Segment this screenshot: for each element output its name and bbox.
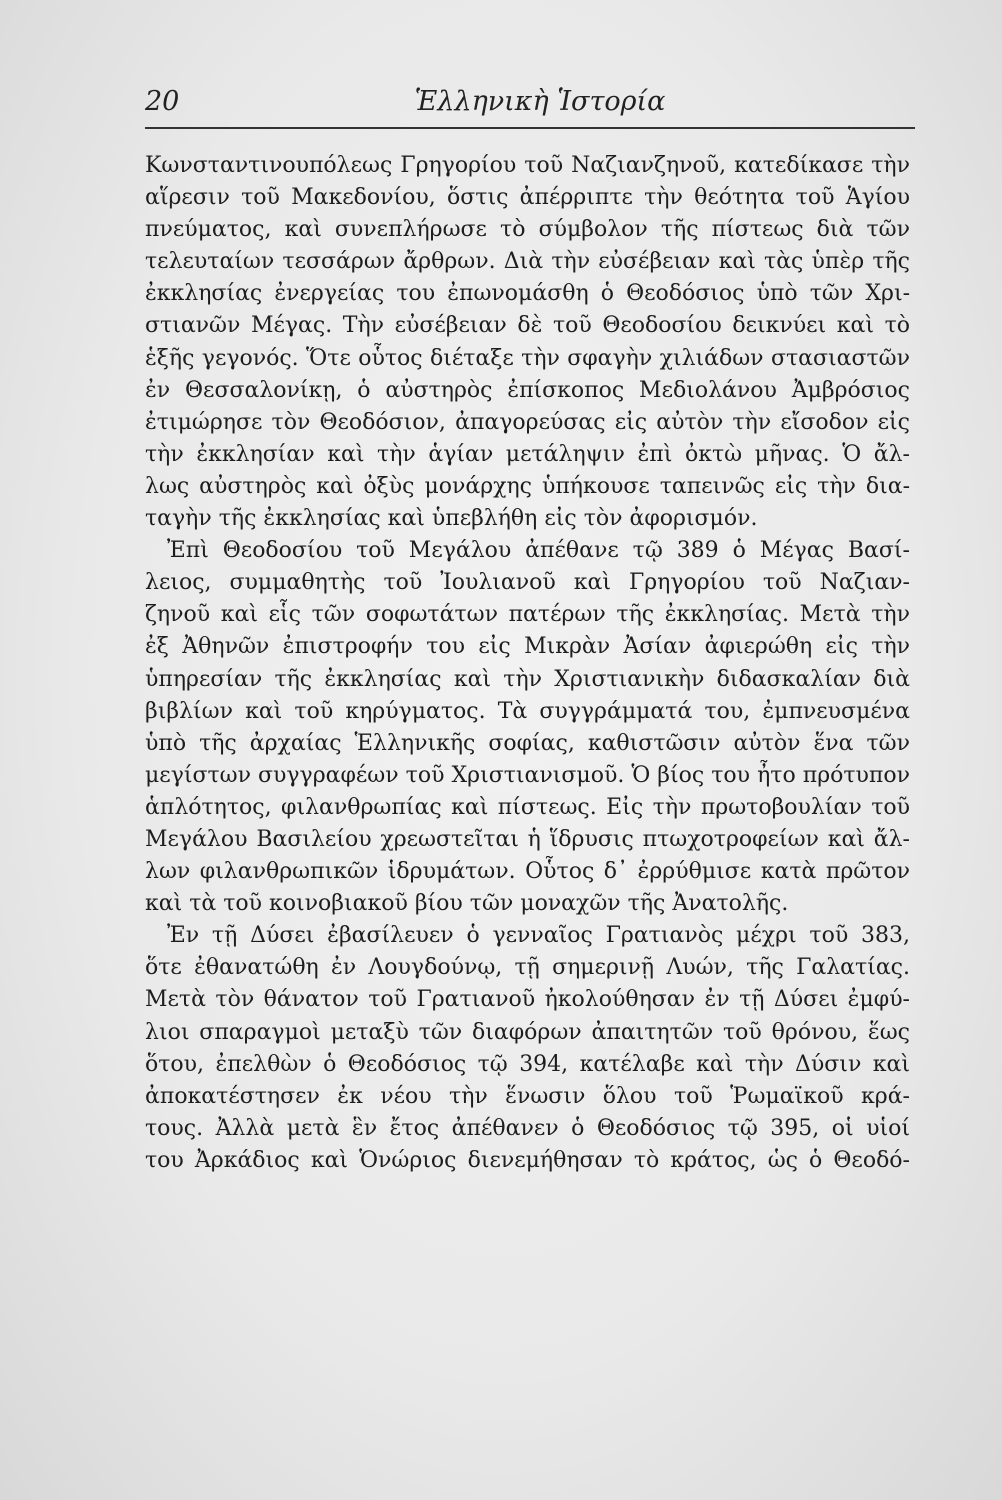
text-line: τελευταίων τεσσάρων ἄρθρων. Διὰ τὴν εὐσέβειαν καὶ τὰς ὑπὲρ τῆς — [145, 249, 910, 275]
text-line: Μετὰ τὸν θάνατον τοῦ Γρατιανοῦ ἠκολούθησαν ἐν τῇ Δύσει ἐμφύ- — [145, 987, 910, 1013]
text-line: ὑπηρεσίαν τῆς ἐκκλησίας καὶ τὴν Χριστιανικὴν διδασκαλίαν διὰ — [145, 666, 910, 692]
text-line: ὅτου, ἐπελθὼν ὁ Θεοδόσιος τῷ 394, κατέλαβε καὶ τὴν Δύσιν καὶ — [145, 1051, 910, 1077]
page-header — [145, 86, 915, 126]
text-line: του Ἀρκάδιος καὶ Ὁνώριος διενεμήθησαν τὸ κράτος, ὡς ὁ Θεοδό- — [145, 1147, 910, 1173]
text-line: τὴν ἐκκλησίαν καὶ τὴν ἁγίαν μετάληψιν ἐπὶ ὀκτὼ μῆνας. Ὁ ἄλ- — [145, 441, 910, 467]
text-line: βιβλίων καὶ τοῦ κηρύγματος. Τὰ συγγράμματά του, ἐμπνευσμένα — [145, 698, 910, 724]
text-line: αἵρεσιν τοῦ Μακεδονίου, ὅστις ἀπέρριπτε τὴν θεότητα τοῦ Ἁγίου — [145, 185, 910, 211]
text-line: ἐτιμώρησε τὸν Θεοδόσιον, ἀπαγορεύσας εἰς αὐτὸν τὴν εἴσοδον εἰς — [145, 409, 910, 435]
text-line: λως αὐστηρὸς καὶ ὀξὺς μονάρχης ὑπήκουσε ταπεινῶς εἰς τὴν δια- — [145, 473, 910, 499]
page-number: 20 — [145, 86, 180, 117]
text-line: καὶ τὰ τοῦ κοινοβιακοῦ βίου τῶν μοναχῶν τῆς Ἀνατολῆς. — [145, 891, 789, 917]
text-line: ἐξ Ἀθηνῶν ἐπιστροφήν του εἰς Μικρὰν Ἀσίαν ἀφιερώθη εἰς τὴν — [145, 634, 910, 660]
text-line: ταγὴν τῆς ἐκκλησίας καὶ ὑπεβλήθη εἰς τὸν ἀφορισμόν. — [145, 506, 758, 532]
text-line: ἁπλότητος, φιλανθρωπίας καὶ πίστεως. Εἰς τὴν πρωτοβουλίαν τοῦ — [145, 794, 910, 820]
text-line: τους. Ἀλλὰ μετὰ ἓν ἔτος ἀπέθανεν ὁ Θεοδόσιος τῷ 395, οἱ υἱοί — [145, 1115, 910, 1141]
text-line: ζηνοῦ καὶ εἷς τῶν σοφωτάτων πατέρων τῆς ἐκκλησίας. Μετὰ τὴν — [145, 602, 910, 628]
text-line: ἐν Θεσσαλονίκῃ, ὁ αὐστηρὸς ἐπίσκοπος Μεδιολάνου Ἀμβρόσιος — [145, 377, 910, 403]
text-line: λιοι σπαραγμοὶ μεταξὺ τῶν διαφόρων ἀπαιτητῶν τοῦ θρόνου, ἕως — [145, 1019, 910, 1045]
running-title: Ἑλληνικὴ Ἱστορία — [414, 86, 666, 117]
text-line: Μεγάλου Βασιλείου χρεωστεῖται ἡ ἵδρυσις πτωχοτροφείων καὶ ἄλ- — [145, 826, 910, 852]
text-line: λειος, συμμαθητὴς τοῦ Ἰουλιανοῦ καὶ Γρηγορίου τοῦ Ναζιαν- — [145, 570, 910, 596]
text-line: στιανῶν Μέγας. Τὴν εὐσέβειαν δὲ τοῦ Θεοδοσίου δεικνύει καὶ τὸ — [145, 313, 910, 339]
header-rule — [145, 127, 915, 129]
text-line: Κωνσταντινουπόλεως Γρηγορίου τοῦ Ναζιανζηνοῦ, κατεδίκασε τὴν — [145, 153, 910, 178]
text-line: μεγίστων συγγραφέων τοῦ Χριστιανισμοῦ. Ὁ βίος του ἦτο πρότυπον — [145, 762, 910, 788]
text-line: ὅτε ἐθανατώθη ἐν Λουγδούνῳ, τῇ σημερινῇ Λυών, τῆς Γαλατίας. — [145, 955, 910, 981]
body-text — [145, 150, 910, 1177]
text-line: ἐκκλησίας ἐνεργείας του ἐπωνομάσθη ὁ Θεοδόσιος ὑπὸ τῶν Χρι- — [145, 281, 910, 307]
text-line: Ἐν τῇ Δύσει ἐβασίλευεν ὁ γενναῖος Γρατιανὸς μέχρι τοῦ 383, — [167, 923, 910, 949]
text-line: ἀποκατέστησεν ἐκ νέου τὴν ἕνωσιν ὅλου τοῦ Ῥωμαϊκοῦ κρά- — [145, 1083, 910, 1109]
text-line: ὑπὸ τῆς ἀρχαίας Ἑλληνικῆς σοφίας, καθιστῶσιν αὐτὸν ἕνα τῶν — [145, 730, 910, 756]
text-line: λων φιλανθρωπικῶν ἱδρυμάτων. Οὗτος δ᾽ ἐρρύθμισε κατὰ πρῶτον — [145, 859, 910, 885]
text-line: Ἐπὶ Θεοδοσίου τοῦ Μεγάλου ἀπέθανε τῷ 389 ὁ Μέγας Βασί- — [167, 538, 910, 564]
text-line: ἑξῆς γεγονός. Ὅτε οὗτος διέταξε τὴν σφαγὴν χιλιάδων στασιαστῶν — [145, 345, 910, 371]
text-line: πνεύματος, καὶ συνεπλήρωσε τὸ σύμβολον τῆς πίστεως διὰ τῶν — [145, 217, 910, 243]
